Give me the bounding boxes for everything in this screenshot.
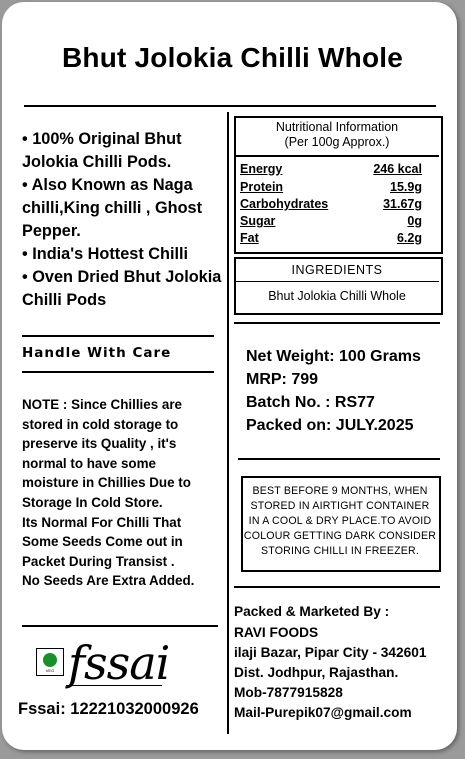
- ingredients-divider: [236, 281, 439, 282]
- divider: [238, 458, 440, 460]
- divider: [22, 371, 214, 373]
- best-before-text: [243, 484, 437, 559]
- storage-note: [22, 395, 222, 591]
- address-line: ilaji Bazar, Pipar City - 342601: [234, 645, 427, 660]
- nutrient-value: 15.9g: [390, 180, 422, 194]
- nutrient-label: Fat: [240, 231, 259, 245]
- nutrition-divider: [236, 155, 439, 157]
- nutrient-label: Protein: [240, 180, 284, 194]
- batch-number: Batch No. : RS77: [246, 394, 375, 411]
- best-before-line: IN A COOL & DRY PLACE.TO AVOID: [248, 515, 432, 527]
- mobile-number: Mob-7877915828: [234, 685, 343, 700]
- ingredients-heading: INGREDIENTS: [291, 263, 383, 277]
- product-title: Bhut Jolokia Chilli Whole: [62, 42, 403, 73]
- fssai-logo: fssai: [68, 636, 170, 690]
- marketed-by-label: Packed & Marketed By :: [234, 604, 390, 619]
- note-line: Storage In Cold Store.: [22, 494, 163, 510]
- note-line: No Seeds Are Extra Added.: [22, 573, 195, 589]
- nutrient-value: 246 kcal: [373, 162, 422, 176]
- note-line: normal to have some: [22, 455, 156, 471]
- nutrient-value: 0g: [407, 214, 422, 228]
- nutrient-value: 6.2g: [396, 231, 422, 245]
- note-line: Its Normal For Chilli That: [22, 514, 182, 530]
- nutrition-row: [240, 231, 432, 245]
- packed-date: Packed on: JULY.2025: [246, 417, 414, 434]
- address-line: Dist. Jodhpur, Rajasthan.: [234, 665, 399, 680]
- note-line: preserve its Quality , it's: [22, 436, 177, 452]
- fssai-license-number: Fssai: 12221032000926: [18, 700, 199, 718]
- nutrient-value: 31.67g: [383, 197, 422, 211]
- net-weight: Net Weight: 100 Grams: [246, 348, 421, 365]
- divider: [22, 335, 214, 337]
- email-address: Mail-Purepik07@gmail.com: [234, 705, 412, 720]
- best-before-line: STORING CHILLI IN FREEZER.: [260, 545, 420, 557]
- veg-dot: [43, 653, 57, 667]
- note-line: Some Seeds Come out in: [22, 534, 183, 550]
- nutrition-row: [240, 197, 432, 211]
- best-before-line: BEST BEFORE 9 MONTHS, WHEN: [252, 485, 428, 497]
- nutrient-label: Energy: [240, 162, 283, 176]
- feature-item: • Oven Dried Bhut Jolokia Chilli Pods: [22, 268, 222, 309]
- nutrition-subtitle: (Per 100g Approx.): [284, 135, 390, 149]
- divider: [234, 586, 440, 588]
- nutrition-row: [240, 214, 432, 228]
- feature-list: [22, 128, 222, 312]
- best-before-line: COLOUR GETTING DARK CONSIDER: [243, 530, 437, 542]
- nutrition-heading: [236, 120, 438, 150]
- ingredients-value: Bhut Jolokia Chilli Whole: [268, 289, 406, 303]
- note-line: NOTE : Since Chillies are: [22, 397, 182, 412]
- logo-underline: [66, 685, 162, 686]
- nutrient-label: Sugar: [240, 214, 276, 228]
- title-divider: [24, 105, 436, 107]
- note-line: stored in cold storage to: [22, 416, 179, 432]
- best-before-line: STORED IN AIRTIGHT CONTAINER: [250, 500, 430, 512]
- nutrition-row: [240, 180, 432, 194]
- handle-with-care-text: Handle With Care: [22, 345, 172, 361]
- veg-text: VEG: [45, 668, 55, 673]
- feature-item: • 100% Original Bhut Jolokia Chilli Pods.: [22, 130, 182, 171]
- nutrient-label: Carbohydrates: [240, 197, 329, 211]
- divider: [234, 322, 440, 324]
- company-name: RAVI FOODS: [234, 625, 319, 640]
- feature-item: • Also Known as Naga chilli,King chilli , Ghost Pepper.: [22, 176, 203, 240]
- mrp: MRP: 799: [246, 371, 319, 388]
- column-divider: [227, 112, 229, 734]
- nutrition-row: [240, 162, 432, 176]
- feature-item: • India's Hottest Chilli: [22, 245, 189, 263]
- veg-mark-icon: [36, 648, 64, 676]
- note-line: moisture in Chillies Due to: [22, 475, 191, 491]
- note-line: Packet During Transist .: [22, 553, 175, 569]
- divider: [22, 625, 218, 627]
- nutrition-title: Nutritional Information: [275, 120, 399, 134]
